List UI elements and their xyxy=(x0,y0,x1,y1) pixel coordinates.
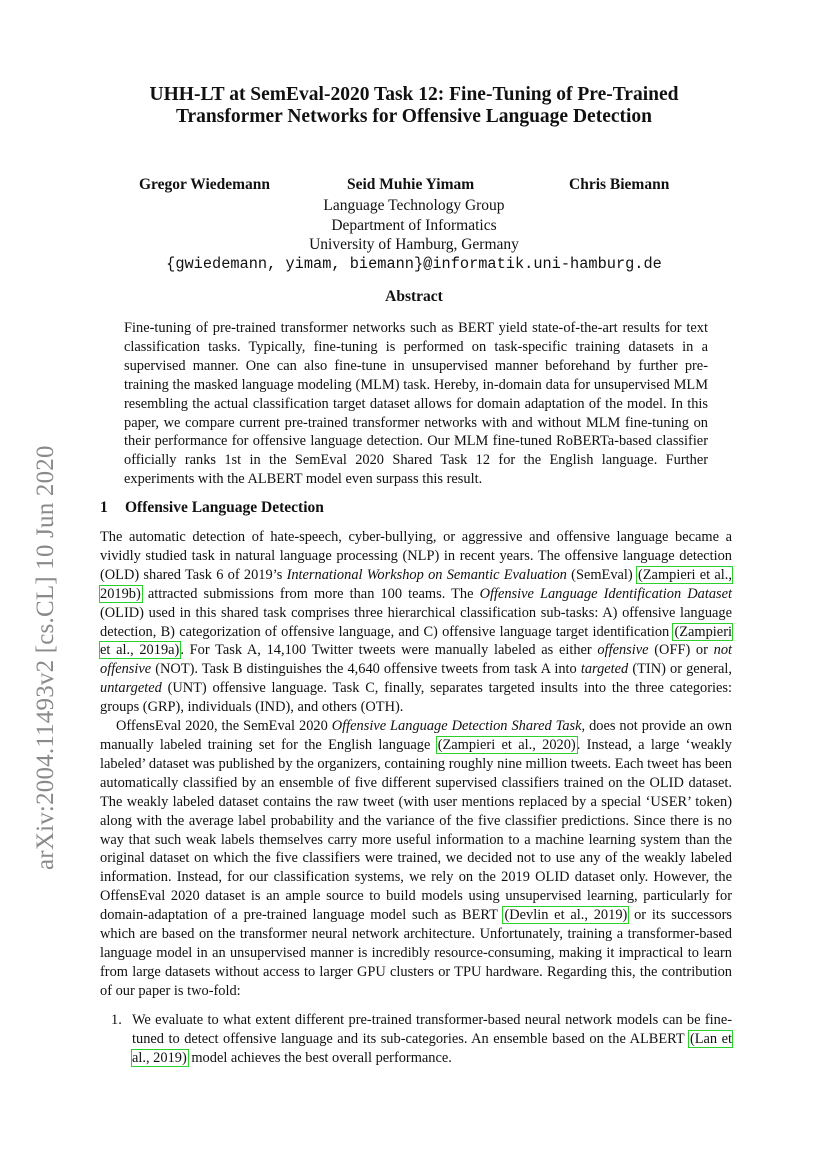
affiliation-department: Department of Informatics xyxy=(331,216,497,234)
title-line-1: UHH-LT at SemEval-2020 Task 12: Fine-Tuning of Pre-Trained xyxy=(149,84,679,105)
abstract-text: Fine-tuning of pre-trained transformer networks such as BERT yield state-of-the-art results for text classification tasks. Typically, fine-tuning is performed on task-specific training datasets in a supervised manner. One can also fine-tune in unsupervised manner beforehand by further pre-training the masked language modeling (MLM) task. Hereby, in-domain data for unsupervised MLM resembling the actual classification target dataset allows for domain adaptation of the model. In this paper, we compare current pre-trained transformer networks with and without MLM fine-tuning on their performance for offensive language detection. Our MLM fine-tuned RoBERTa-based classifier officially ranks 1st in the SemEval 2020 Shared Task 12 for the English language. Further experiments with the ALBERT model even surpass this result. xyxy=(124,320,708,488)
list-marker: 1. xyxy=(111,1012,122,1028)
section-body xyxy=(100,528,732,1001)
emphasis-text: not offensive xyxy=(100,642,733,678)
text-run: (OLID) used in this shared task comprises three hierarchical classification sub-tasks: A) offensive language detection, B) categorization of offensive language, and C) offensive language target identification xyxy=(100,604,732,640)
paragraph xyxy=(100,717,732,1001)
author-name: Seid Muhie Yimam xyxy=(347,176,475,193)
text-run: (SemEval) xyxy=(566,566,637,583)
list-item xyxy=(111,1011,732,1068)
text-run: . Instead, a large ‘weakly labeled’ dataset was published by the organizers, containing roughly nine million tweets. Each tweet has been automatically classified by an ensemble of five different supervised classifiers trained on the OLID dataset. The weakly labeled dataset contains the raw tweet (with user mentions replaced by a special ‘USER’ token) along with the average label probability and the variance of the five classifier predictions. Since there is no way that such weak labels themselves carry more useful information to a machine learning system than the original dataset on which the five classifiers were trained, we decided not to use any of the weakly labeled information. Instead, for our classification systems, we rely on the 2019 OLID dataset only. However, the OffensEval 2020 dataset is an ample source to build models using unsupervised learning, particularly for domain-adaptation of a pre-trained language model such as BERT xyxy=(100,736,732,924)
text-run: (OFF) or xyxy=(648,642,714,659)
text-run: . For Task A, 14,100 Twitter tweets were manually labeled as either xyxy=(180,642,598,659)
paragraph xyxy=(100,528,732,717)
text-run: , does not provide an own manually labeled training set for the English language xyxy=(100,718,732,753)
affiliation-group: Language Technology Group xyxy=(323,197,505,214)
arxiv-identifier-stamp[interactable]: arXiv:2004.11493v2 [cs.CL] 10 Jun 2020 xyxy=(32,445,59,870)
author-email[interactable]: {gwiedemann, yimam, biemann}@informatik.uni-hamburg.de xyxy=(166,254,662,273)
paper-title xyxy=(100,84,728,128)
author-name: Chris Biemann xyxy=(569,176,670,193)
emphasis-text: untargeted xyxy=(100,680,162,697)
emphasis-text: Offensive Language Detection Shared Task xyxy=(331,718,582,735)
text-run: (UNT) offensive language. Task C, finally, separates targeted insults into the three categories: groups (GRP), individuals (IND), and others (OTH). xyxy=(100,680,732,716)
text-run: (TIN) or general, xyxy=(628,661,733,678)
text-run: or its successors which are based on the transformer neural network architecture. Unfortunately, training a transformer-based language model in an unsupervised manner is incredibly resource-consuming, making it impractical to learn from large datasets without access to larger GPU clusters or TPU hardware. Regarding this, the contribution of our paper is two-fold: xyxy=(100,907,733,999)
text-run: We evaluate to what extent different pre-trained transformer-based neural network models can be fine-tuned to detect offensive language and its sub-categories. An ensemble based on the ALBERT xyxy=(132,1012,732,1047)
text-run: (NOT). Task B distinguishes the 4,640 offensive tweets from task A into xyxy=(151,661,581,678)
emphasis-text: International Workshop on Semantic Evaluation xyxy=(286,566,567,583)
contribution-list xyxy=(111,1011,732,1068)
citation-link[interactable]: (Lan et al., 2019) xyxy=(132,1030,733,1066)
author-name: Gregor Wiedemann xyxy=(139,176,271,193)
citation-link[interactable]: (Zampieri et al., 2019b) xyxy=(100,566,732,602)
citation-link[interactable]: (Zampieri et al., 2019a) xyxy=(100,623,732,659)
citation-link[interactable]: (Devlin et al., 2019) xyxy=(504,907,628,924)
section-heading xyxy=(100,499,324,517)
citation-link[interactable]: (Zampieri et al., 2020) xyxy=(437,736,576,753)
text-run: model achieves the best overall performance. xyxy=(187,1049,452,1066)
abstract-heading: Abstract xyxy=(385,288,443,305)
emphasis-text: Offensive Language Identification Dataset xyxy=(479,585,732,602)
section-title: Offensive Language Detection xyxy=(125,499,324,516)
title-line-2: Transformer Networks for Offensive Language Detection xyxy=(175,106,653,127)
emphasis-text: targeted xyxy=(580,661,629,678)
text-run: attracted submissions from more than 100 teams. The xyxy=(141,585,480,602)
section-number: 1 xyxy=(100,499,108,516)
emphasis-text: offensive xyxy=(597,642,649,659)
text-run: The automatic detection of hate-speech, cyber-bullying, or aggressive and offensive language became a vividly studied task in natural language processing (NLP) in recent years. The offensive language detection (OLD) shared Task 6 of 2019’s xyxy=(100,529,732,583)
text-run: OffensEval 2020, the SemEval 2020 xyxy=(116,718,332,735)
affiliation-block xyxy=(0,196,828,274)
affiliation-university: University of Hamburg, Germany xyxy=(309,236,519,253)
